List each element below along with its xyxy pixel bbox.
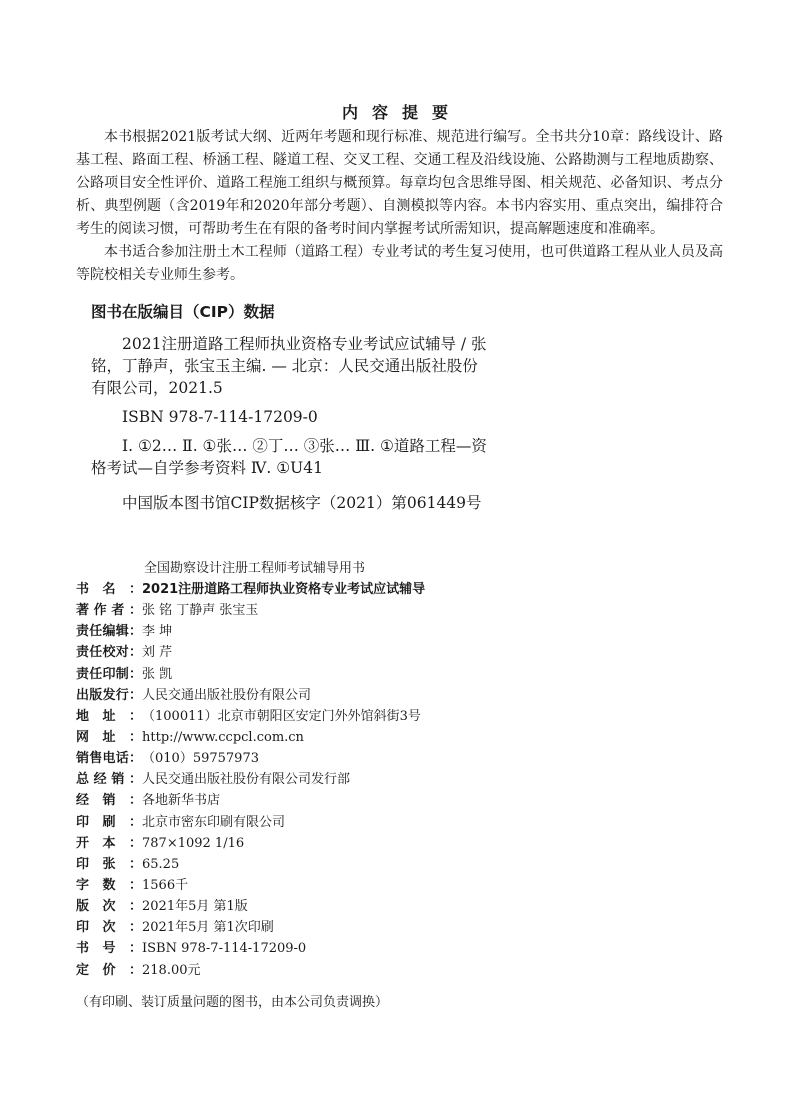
imprint-value: 张 铭 丁静声 张宝玉 (142, 603, 259, 619)
imprint-row (76, 642, 425, 663)
imprint-value: 各地新华书店 (142, 793, 221, 809)
cip-approval-text: 中国版本图书馆CIP数据核字（2021）第061449号 (122, 494, 482, 512)
imprint-label: 销 售 电 话 ： (76, 751, 142, 767)
imprint-row (76, 833, 425, 854)
series-name: 全国勘察设计注册工程师考试辅导用书 (144, 561, 366, 576)
imprint-label: 版 次 ： (76, 899, 142, 915)
cip-approval (91, 492, 611, 514)
imprint-row (76, 769, 425, 790)
imprint-value: 2021年5月 第1版 (142, 899, 248, 915)
imprint-value: 218.00元 (142, 962, 201, 978)
imprint-row (76, 875, 425, 896)
imprint-row (76, 727, 425, 748)
imprint-value: ISBN 978-7-114-17209-0 (142, 941, 307, 957)
quality-note: （有印刷、装订质量问题的图书，由本公司负责调换） (76, 995, 389, 1010)
imprint-label: 责 任 编 辑 ： (76, 624, 142, 640)
cip-subjects-text: Ⅰ. ①2… Ⅱ. ①张… ②丁… ③张… Ⅲ. ①道路工程—资格考试—自学参考资料 Ⅳ. ①U41 (91, 437, 487, 477)
imprint-row (76, 896, 425, 917)
cip-subjects (91, 435, 491, 479)
imprint-row (76, 748, 425, 769)
imprint-value: 张 凯 (142, 666, 173, 682)
imprint-row (76, 812, 425, 833)
imprint-value: 北京市密东印刷有限公司 (142, 814, 286, 830)
summary-title: 内容提要 (341, 103, 462, 122)
imprint-value: http://www.ccpcl.com.cn (142, 729, 304, 745)
imprint-label: 著 作 者 ： (76, 603, 142, 619)
imprint-row (76, 600, 425, 621)
imprint-row (76, 960, 425, 981)
imprint-label: 书 名 ： (76, 582, 142, 597)
imprint-value: 2021年5月 第1次印刷 (142, 920, 274, 936)
imprint-value: 刘 芹 (142, 645, 173, 661)
imprint-row (76, 917, 425, 938)
cip-record (91, 333, 491, 428)
imprint-row (76, 938, 425, 959)
imprint-value: 人民交通出版社股份有限公司发行部 (142, 772, 351, 788)
imprint-label: 书 号 ： (76, 941, 142, 957)
imprint-label: 开 本 ： (76, 835, 142, 851)
imprint-row (76, 579, 425, 600)
imprint-label: 印 张 ： (76, 856, 142, 872)
imprint-label: 印 刷 ： (76, 814, 142, 830)
imprint-row (76, 706, 425, 727)
imprint-value: 人民交通出版社股份有限公司 (142, 687, 312, 703)
imprint-row (76, 685, 425, 706)
imprint-row (76, 664, 425, 685)
summary-paragraph: 本书根据2021版考试大纲、近两年考题和现行标准、规范进行编写。全书共分10章：路线设计、路基工程、路面工程、桥涵工程、隧道工程、交叉工程、交通工程及沿线设施、公路勘测与工程地质勘察、公路项目安全性评价、道路工程施工组织与概预算。每章均包含思维导图、相关规范、必备知识、考点分析、典型例题（含2019年和2020年部分考题）、自测模拟等内容。本书内容实用、重点突出，编排符合考生的阅读习惯，可帮助考生在有限的备考时间内掌握考试所需知识，提高解题速度和准确率。 (76, 129, 723, 237)
cip-heading: 图书在版编目（CIP）数据 (91, 303, 275, 321)
cip-isbn: ISBN 978-7-114-17209-0 (122, 408, 318, 426)
imprint-row (76, 621, 425, 642)
imprint-value: （100011）北京市朝阳区安定门外外馆斜街3号 (142, 708, 421, 724)
imprint-value: 1566千 (142, 877, 189, 893)
imprint-value: （010）59757973 (142, 751, 259, 767)
imprint-label: 印 次 ： (76, 920, 142, 936)
imprint-label: 经 销 ： (76, 793, 142, 809)
imprint-row (76, 854, 425, 875)
imprint-label: 总 经 销 ： (76, 772, 142, 788)
imprint-label: 地 址 ： (76, 708, 142, 724)
imprint-label: 责 任 印 制 ： (76, 666, 142, 682)
imprint-label: 责 任 校 对 ： (76, 645, 142, 661)
summary-body (76, 126, 723, 287)
imprint-value: 2021注册道路工程师执业资格专业考试应试辅导 (142, 582, 426, 597)
imprint-value: 787×1092 1/16 (142, 835, 245, 851)
imprint-row (76, 790, 425, 811)
imprint-label: 定 价 ： (76, 962, 142, 978)
imprint-label: 网 址 ： (76, 729, 142, 745)
imprint-table (76, 579, 425, 981)
imprint-label: 出 版 发 行 ： (76, 687, 142, 703)
imprint-label: 字 数 ： (76, 877, 142, 893)
imprint-value: 李 坤 (142, 624, 173, 640)
imprint-value: 65.25 (142, 856, 180, 872)
summary-paragraph: 本书适合参加注册土木工程师（道路工程）专业考试的考生复习使用，也可供道路工程从业人员及高等院校相关专业师生参考。 (76, 244, 723, 283)
cip-record-text: 2021注册道路工程师执业资格专业考试应试辅导 / 张铭，丁静声，张宝玉主编. — 北京：人民交通出版社股份有限公司，2021.5 (91, 335, 487, 397)
